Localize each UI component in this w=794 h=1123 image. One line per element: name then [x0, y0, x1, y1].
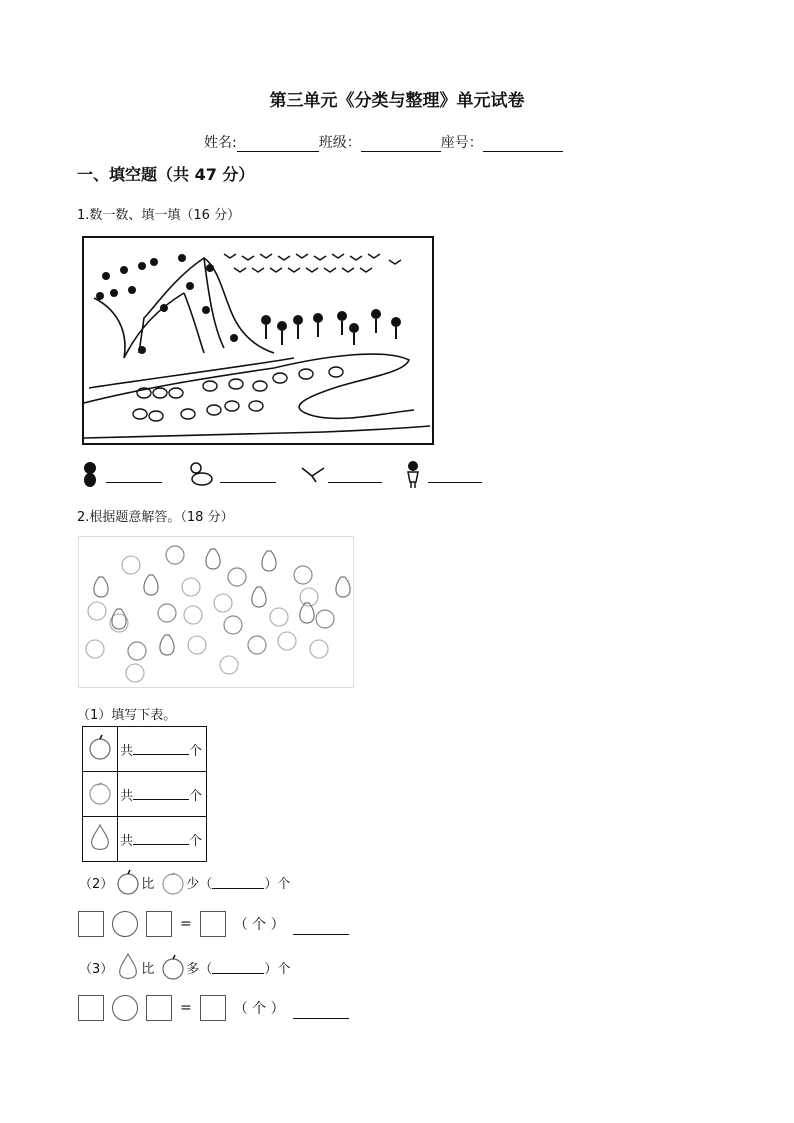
apple-count-blank[interactable]	[133, 742, 189, 755]
apple-icon	[87, 734, 113, 760]
monkey-icon	[78, 460, 102, 488]
table-row	[83, 772, 207, 817]
table-row	[83, 817, 207, 862]
pear-icon	[115, 951, 141, 983]
seat-field[interactable]	[483, 137, 563, 152]
orange-count-blank[interactable]	[133, 787, 189, 800]
child-marks	[261, 309, 401, 345]
more-word: 多（	[186, 961, 213, 977]
table-icon-cell	[83, 817, 118, 862]
fruit-image	[78, 536, 354, 688]
less-word: 少（	[186, 876, 213, 892]
bird-answer-blank[interactable]	[328, 482, 382, 483]
answer-blank[interactable]	[293, 1006, 349, 1019]
count-answer-row	[78, 460, 498, 490]
pear-icon	[87, 821, 113, 853]
count-suffix: 个	[189, 788, 203, 804]
count-prefix: 共	[120, 743, 134, 759]
equals-sign: =	[180, 916, 192, 932]
orange-marks	[86, 556, 328, 682]
table-icon-cell	[83, 727, 118, 772]
equation-row-2	[78, 995, 349, 1021]
count-prefix: 共	[120, 788, 134, 804]
result-box[interactable]	[200, 911, 226, 937]
operator-circle[interactable]	[112, 995, 138, 1021]
number-box[interactable]	[146, 911, 172, 937]
result-box[interactable]	[200, 995, 226, 1021]
table-row	[83, 727, 207, 772]
fruit-count-table	[82, 726, 207, 862]
compare-word: 比	[141, 876, 155, 892]
duck-icon	[188, 460, 214, 488]
duck-marks	[133, 367, 343, 421]
count-suffix: 个	[189, 743, 203, 759]
operator-circle[interactable]	[112, 911, 138, 937]
name-field[interactable]	[237, 137, 319, 152]
equation-row-1	[78, 911, 349, 937]
student-info	[204, 132, 563, 152]
number-box[interactable]	[78, 911, 104, 937]
count-prefix: 共	[120, 833, 134, 849]
child-icon	[404, 460, 422, 490]
monkey-answer-blank[interactable]	[106, 482, 162, 483]
bird-marks	[224, 254, 401, 272]
number-box[interactable]	[78, 995, 104, 1021]
question-2-sub-3	[79, 951, 290, 983]
count-suffix: 个	[189, 833, 203, 849]
counting-scene-image	[82, 236, 434, 445]
number-box[interactable]	[146, 995, 172, 1021]
class-label: 班级：	[318, 135, 361, 151]
unit-label: （ 个 ）	[233, 1001, 285, 1017]
pear-count-blank[interactable]	[133, 832, 189, 845]
apple-icon	[115, 868, 141, 896]
class-field[interactable]	[361, 137, 441, 152]
apple-marks	[128, 546, 334, 660]
child-answer-blank[interactable]	[428, 482, 482, 483]
duck-answer-blank[interactable]	[220, 482, 276, 483]
apple-icon	[160, 953, 186, 981]
seat-label: 座号：	[440, 135, 483, 151]
unit-label: （ 个 ）	[233, 917, 285, 933]
question-1-title: 1.数一数、填一填（16 分）	[77, 208, 241, 223]
fruit-drawing	[79, 537, 353, 687]
sub-number: （3）	[79, 961, 114, 977]
orange-icon	[87, 779, 113, 805]
compare-word: 比	[141, 961, 155, 977]
orange-icon	[160, 868, 186, 896]
unit-end: ）个	[264, 876, 291, 892]
unit-end: ）个	[264, 961, 291, 977]
equals-sign: =	[180, 1000, 192, 1016]
pear-marks	[94, 549, 350, 655]
scene-drawing	[84, 238, 432, 443]
more-answer-blank[interactable]	[212, 961, 264, 974]
answer-blank[interactable]	[293, 922, 349, 935]
section-heading: 一、填空题（共 47 分）	[77, 165, 255, 184]
bird-icon	[300, 464, 326, 486]
table-icon-cell	[83, 772, 118, 817]
name-label: 姓名:	[204, 135, 237, 151]
question-2-title: 2.根据题意解答。（18 分）	[77, 510, 234, 525]
question-2-sub-2	[79, 868, 290, 896]
less-answer-blank[interactable]	[212, 876, 264, 889]
question-2-sub-1: （1）填写下表。	[77, 708, 177, 723]
sub-number: （2）	[79, 876, 114, 892]
page-title: 第三单元《分类与整理》单元试卷	[269, 91, 525, 111]
